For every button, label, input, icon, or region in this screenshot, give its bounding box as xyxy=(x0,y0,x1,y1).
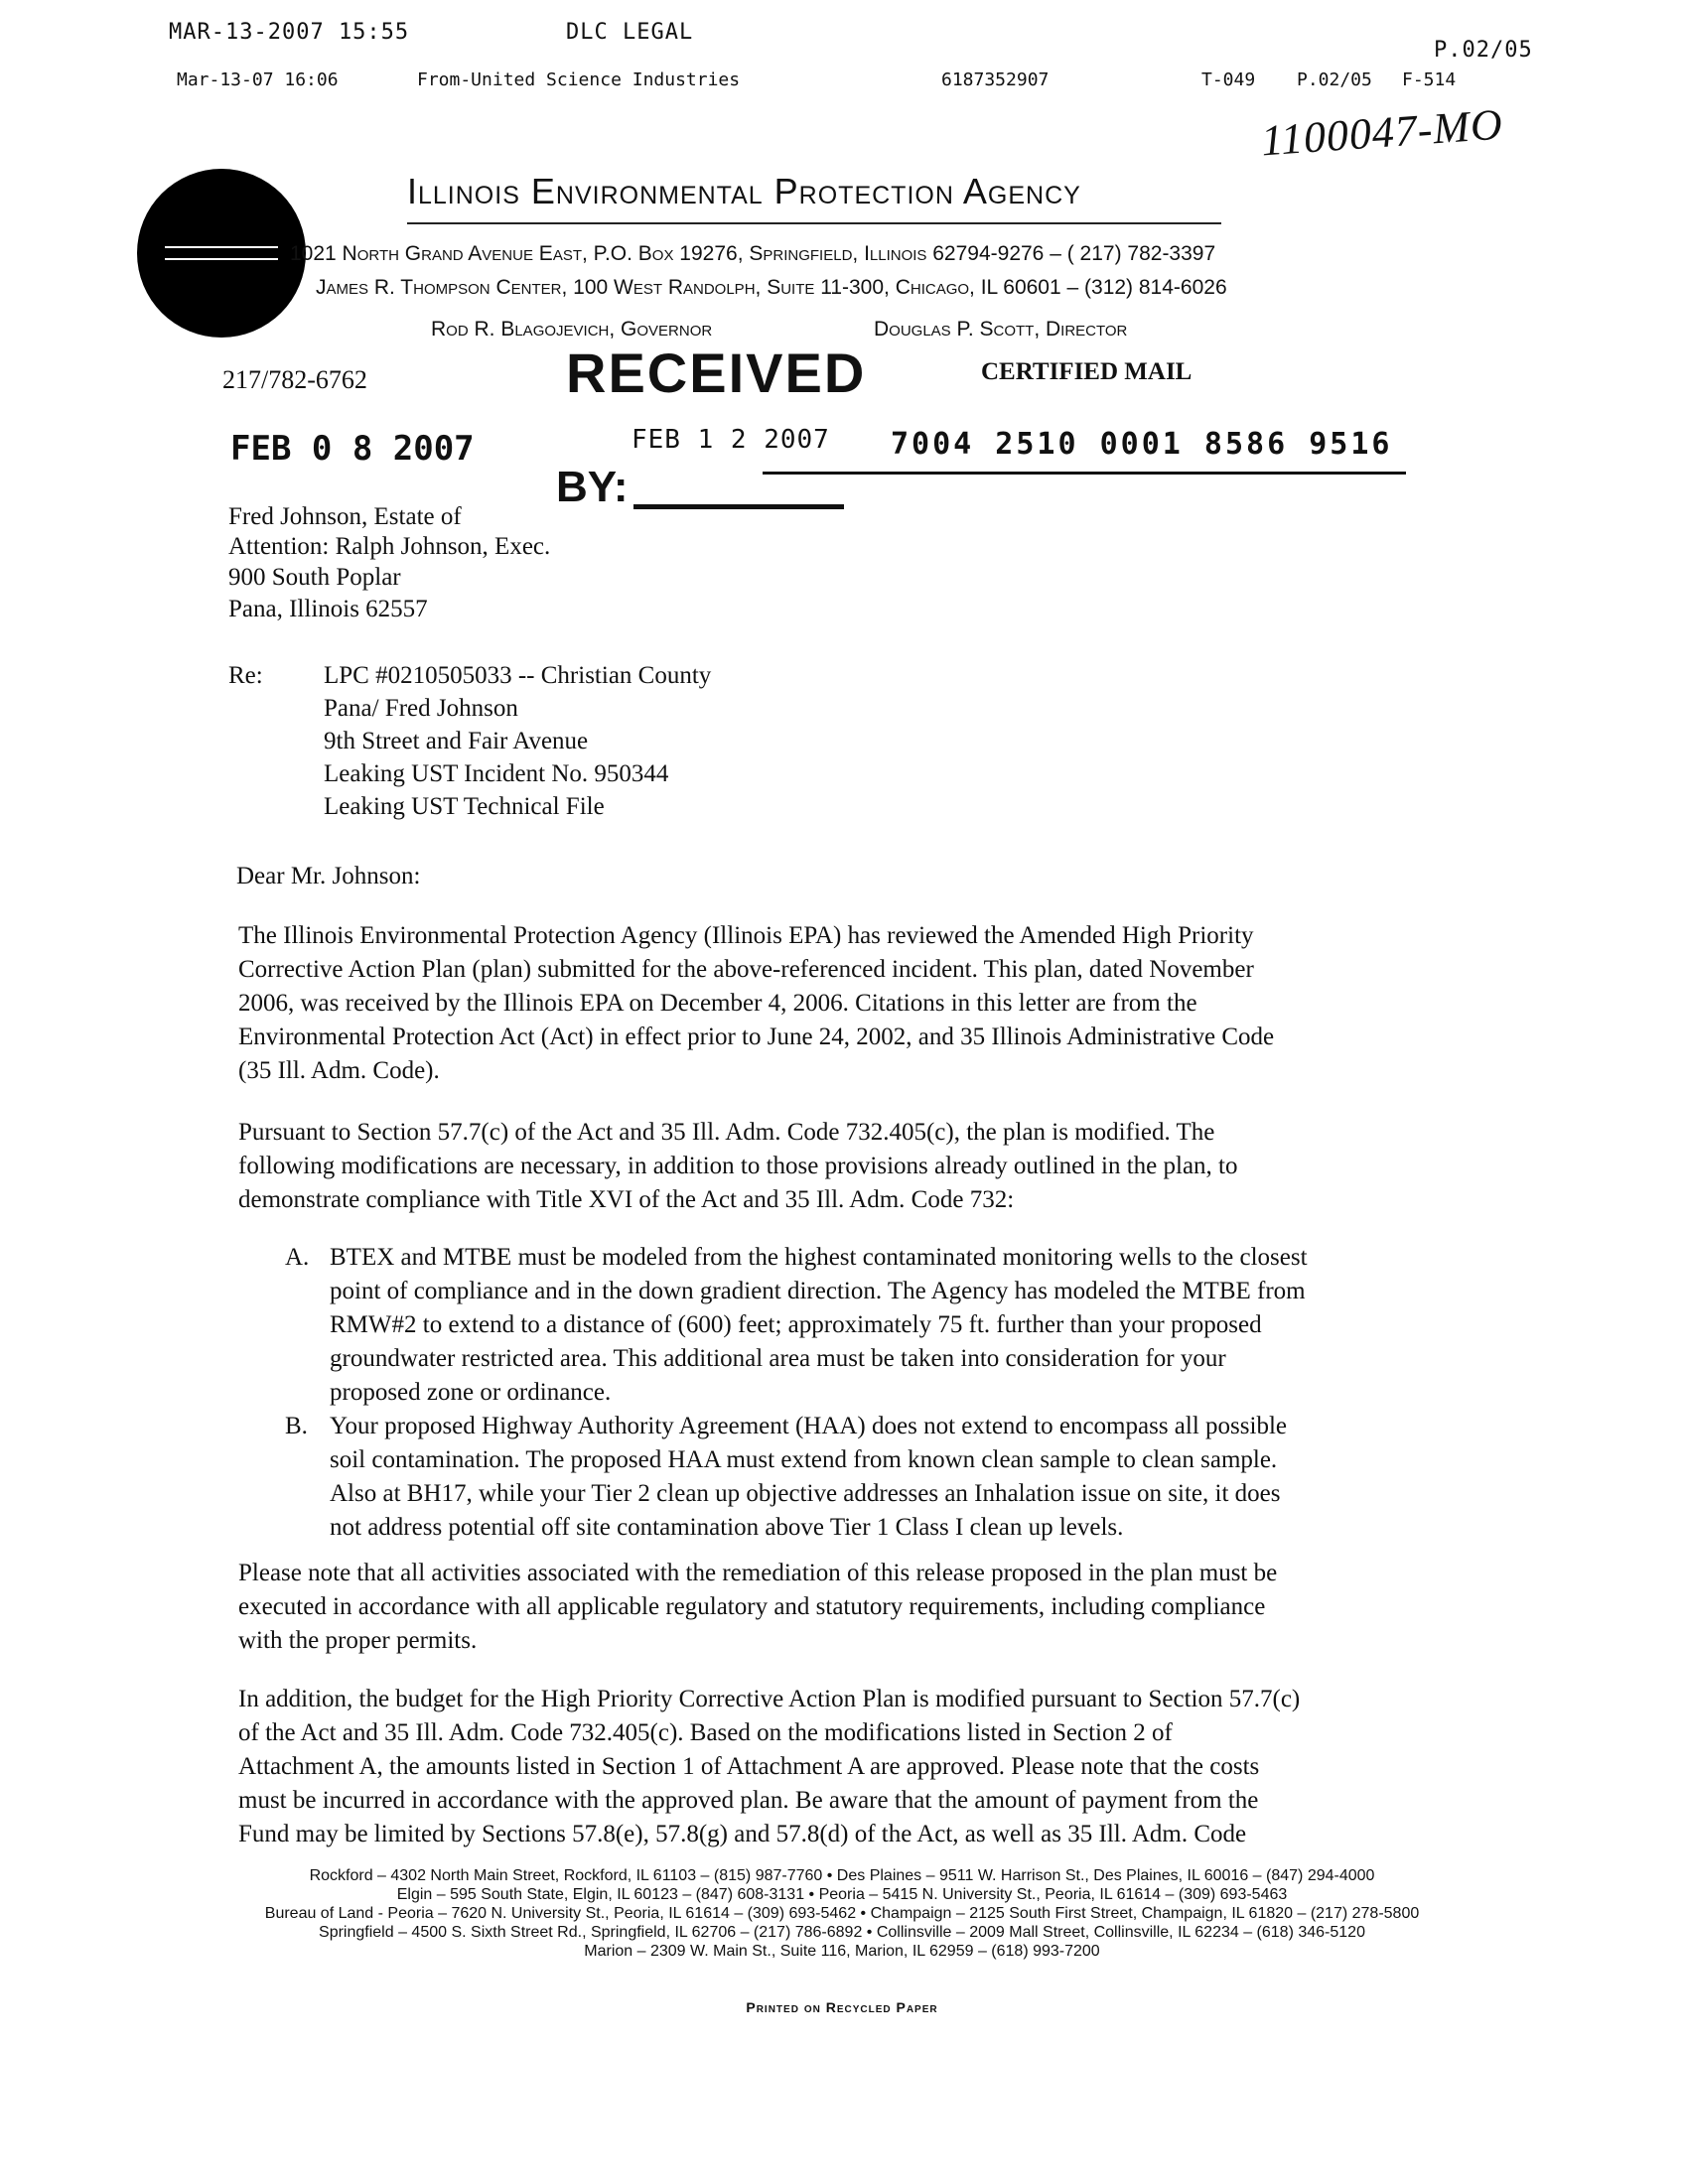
modification-item-a xyxy=(285,1241,1447,1410)
text-line: Pursuant to Section 57.7(c) of the Act and 35 Ill. Adm. Code 732.405(c), the plan is modified. The xyxy=(238,1119,1215,1146)
received-stamp-date: FEB 1 2 2007 xyxy=(632,425,830,455)
fax-timestamp-2: Mar-13-07 16:06 xyxy=(177,69,339,90)
received-by-label: BY: xyxy=(556,463,629,511)
text-line: proposed zone or ordinance. xyxy=(330,1379,612,1406)
state-seal-logo xyxy=(137,169,306,338)
agency-name: Illinois Environmental Protection Agency xyxy=(407,171,1081,211)
text-line: executed in accordance with all applicable regulatory and statutory requirements, including compliance xyxy=(238,1593,1266,1620)
text-line: Also at BH17, while your Tier 2 clean up objective addresses an Inhalation issue on site, it does xyxy=(330,1480,1281,1507)
re-line: 9th Street and Fair Avenue xyxy=(324,728,589,754)
paragraph-review-summary xyxy=(238,919,1440,1088)
re-line: LPC #0210505033 -- Christian County xyxy=(324,662,712,689)
fax-page-count-2: P.02/05 xyxy=(1297,69,1372,90)
recycled-paper-note: Printed on Recycled Paper xyxy=(746,1999,938,2015)
re-line: Leaking UST Technical File xyxy=(324,793,605,820)
seal-band xyxy=(165,246,278,260)
re-line: Leaking UST Incident No. 950344 xyxy=(324,760,669,787)
text-line: In addition, the budget for the High Priority Corrective Action Plan is modified pursuant to Section 57.7(c) xyxy=(238,1686,1301,1712)
certified-tracking-number: 7004 2510 0001 8586 9516 xyxy=(891,427,1393,462)
list-item-text xyxy=(330,1241,1447,1410)
certified-mail-label: CERTIFIED MAIL xyxy=(981,358,1193,385)
paragraph-modification-intro xyxy=(238,1116,1440,1217)
footer-line: Springfield – 4500 S. Sixth Street Rd., Springfield, IL 62706 – (217) 786-6892 • Collinsville – 2009 Mall Street, Collinsville, IL 62234 – (618) 346-5120 xyxy=(319,1924,1365,1941)
director-name: Douglas P. Scott, Director xyxy=(874,318,1128,341)
recipient-city: Pana, Illinois 62557 xyxy=(228,596,428,622)
text-line: demonstrate compliance with Title XVI of the Act and 35 Ill. Adm. Code 732: xyxy=(238,1186,1015,1213)
received-stamp: RECEIVED xyxy=(566,341,867,404)
footer-line: Elgin – 595 South State, Elgin, IL 60123 – (847) 608-3131 • Peoria – 5415 N. University St., Peoria, IL 61614 – (309) 693-5463 xyxy=(396,1886,1288,1903)
chicago-address: James R. Thompson Center, 100 West Randolph, Suite 11-300, Chicago, IL 60601 – (312) 814-6026 xyxy=(316,276,1227,299)
list-item-text xyxy=(330,1410,1447,1545)
text-line: 2006, was received by the Illinois EPA on December 4, 2006. Citations in this letter are from the xyxy=(238,990,1197,1017)
letter-date: FEB 0 8 2007 xyxy=(230,429,475,469)
recipient-attention: Attention: Ralph Johnson, Exec. xyxy=(228,533,551,560)
text-line: of the Act and 35 Ill. Adm. Code 732.405(c). Based on the modifications listed in Section 2 of xyxy=(238,1719,1173,1746)
list-marker: B. xyxy=(285,1413,308,1439)
text-line: following modifications are necessary, in addition to those provisions already outlined in the plan, to xyxy=(238,1153,1238,1179)
text-line: soil contamination. The proposed HAA must extend from known clean sample to clean sample. xyxy=(330,1446,1278,1473)
text-line: (35 Ill. Adm. Code). xyxy=(238,1057,440,1084)
text-line: Attachment A, the amounts listed in Section 1 of Attachment A are approved. Please note that the costs xyxy=(238,1753,1260,1780)
handwritten-file-number: 1100047-MO xyxy=(1259,99,1505,166)
fax-from-line: From-United Science Industries xyxy=(417,69,741,90)
paragraph-budget xyxy=(238,1683,1440,1851)
text-line: with the proper permits. xyxy=(238,1627,478,1654)
paragraph-compliance-note xyxy=(238,1557,1440,1658)
recipient-street: 900 South Poplar xyxy=(228,564,401,591)
fax-f-code: F-514 xyxy=(1402,69,1457,90)
governor-name: Rod R. Blagojevich, Governor xyxy=(431,318,713,341)
modifications-list xyxy=(285,1241,1447,1545)
text-line: must be incurred in accordance with the approved plan. Be aware that the amount of payment from the xyxy=(238,1787,1259,1814)
text-line: Fund may be limited by Sections 57.8(e), 57.8(g) and 57.8(d) of the Act, as well as 35 Ill. Adm. Code xyxy=(238,1821,1247,1847)
text-line: Corrective Action Plan (plan) submitted for the above-referenced incident. This plan, dated November xyxy=(238,956,1254,983)
text-line: not address potential off site contamination above Tier 1 Class I clean up levels. xyxy=(330,1514,1124,1541)
re-line: Pana/ Fred Johnson xyxy=(324,695,518,722)
fax-timestamp-1: MAR-13-2007 15:55 xyxy=(169,20,410,45)
text-line: point of compliance and in the down gradient direction. The Agency has modeled the MTBE from xyxy=(330,1278,1306,1304)
text-line: RMW#2 to extend to a distance of (600) feet; approximately 75 ft. further than your proposed xyxy=(330,1311,1262,1338)
re-label: Re: xyxy=(228,662,263,689)
text-line: Environmental Protection Act (Act) in effect prior to June 24, 2002, and 35 Illinois Administrative Code xyxy=(238,1024,1275,1050)
fax-t-code: T-049 xyxy=(1201,69,1256,90)
regional-offices-footer xyxy=(0,1866,1684,1961)
tracking-underline xyxy=(763,472,1406,475)
footer-line: Bureau of Land - Peoria – 7620 N. University St., Peoria, IL 61614 – (309) 693-5462 • Champaign – 2125 South First Street, Champaign, IL 61820 – (217) 278-5800 xyxy=(264,1905,1420,1922)
text-line: BTEX and MTBE must be modeled from the highest contaminated monitoring wells to the closest xyxy=(330,1244,1308,1271)
list-marker: A. xyxy=(285,1244,310,1271)
footer-line: Marion – 2309 W. Main St., Suite 116, Marion, IL 62959 – (618) 993-7200 xyxy=(584,1943,1100,1960)
letterhead-divider xyxy=(407,222,1221,224)
fax-phone-number: 6187352907 xyxy=(941,69,1050,90)
modification-item-b xyxy=(285,1410,1447,1545)
recipient-name: Fred Johnson, Estate of xyxy=(228,503,462,530)
springfield-address: 1021 North Grand Avenue East, P.O. Box 19276, Springfield, Illinois 62794-9276 – ( 217) 782-3397 xyxy=(290,242,1216,265)
text-line: The Illinois Environmental Protection Agency (Illinois EPA) has reviewed the Amended High Priority xyxy=(238,922,1254,949)
text-line: Please note that all activities associated with the remediation of this release proposed in the plan must be xyxy=(238,1560,1278,1586)
salutation: Dear Mr. Johnson: xyxy=(236,863,421,889)
fax-page-count-1: P.02/05 xyxy=(1434,38,1533,63)
received-by-signature-line xyxy=(633,504,844,509)
agency-phone: 217/782-6762 xyxy=(222,365,367,394)
text-line: groundwater restricted area. This additional area must be taken into consideration for your xyxy=(330,1345,1226,1372)
text-line: Your proposed Highway Authority Agreement (HAA) does not extend to encompass all possible xyxy=(330,1413,1287,1439)
footer-line: Rockford – 4302 North Main Street, Rockford, IL 61103 – (815) 987-7760 • Des Plaines – 9511 W. Harrison St., Des Plaines, IL 60016 – (847) 294-4000 xyxy=(309,1867,1375,1884)
fax-sender-name: DLC LEGAL xyxy=(566,20,694,45)
